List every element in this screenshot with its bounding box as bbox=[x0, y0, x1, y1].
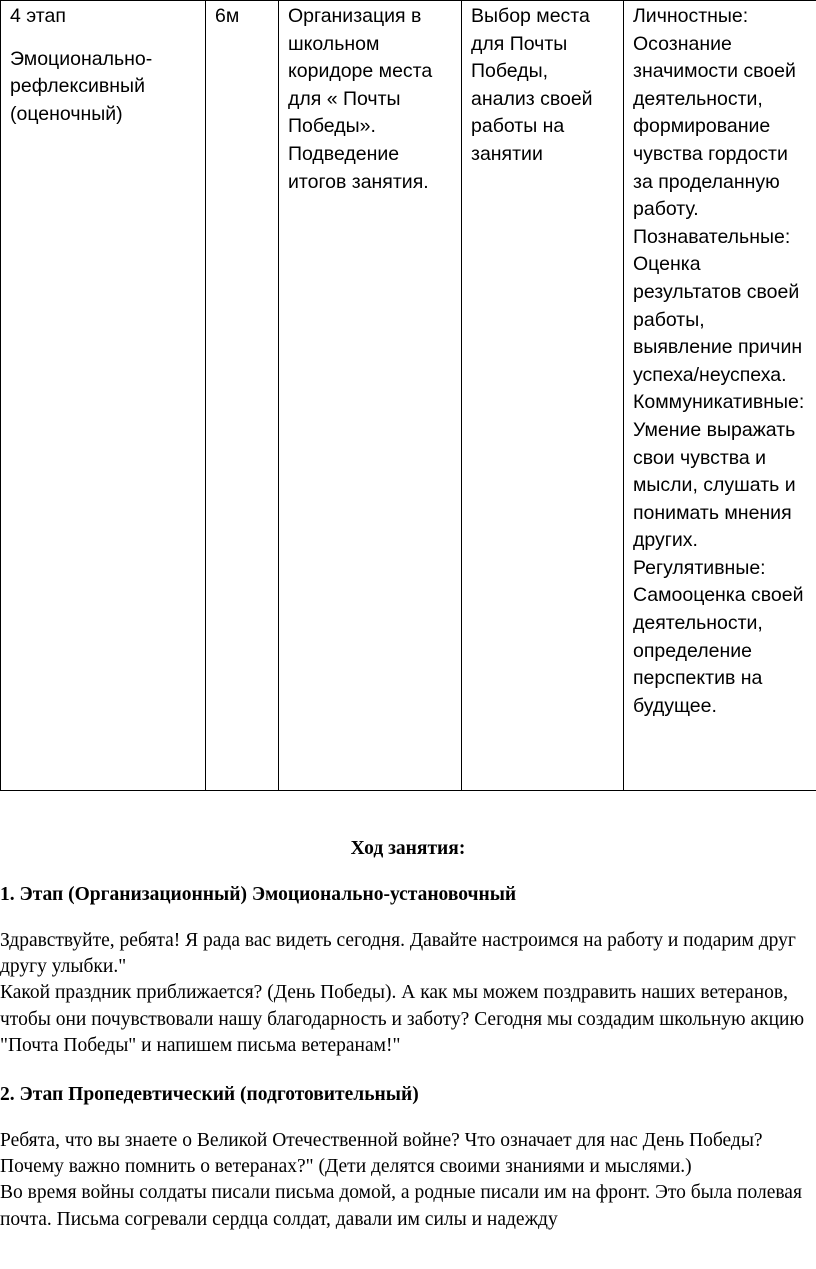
outcome-cognitive: Познавательные: Оценка результатов своей работы, выявление причин успеха/неуспеха. bbox=[633, 225, 803, 386]
section1-title: 1. Этап (Организационный) Эмоционально-установочный bbox=[0, 884, 517, 905]
outcomes-cell bbox=[624, 1, 816, 791]
student-activity-cell bbox=[462, 1, 624, 791]
stage-title: 4 этап bbox=[10, 5, 66, 27]
section1-paragraph: Какой праздник приближается? (День Победы). А как мы можем поздравить наших ветеранов, чтобы они почувствовали нашу благодарность и заботу? Сегодня мы создадим школьную акцию "Почта Победы" и напишем письма ветеранам!" bbox=[0, 982, 805, 1056]
lesson-heading: Ход занятия: bbox=[350, 838, 466, 859]
student-activity: Выбор места для Почты Победы, анализ своей работы на занятии bbox=[471, 5, 593, 165]
section2-title: 2. Этап Пропедевтический (подготовительный) bbox=[0, 1084, 419, 1106]
outcome-personal: Личностные: Осознание значимости своей деятельности, формирование чувства гордости за проделанную работу. bbox=[633, 5, 796, 221]
stage-name: Эмоционально-рефлексивный (оценочный) bbox=[10, 47, 153, 125]
stage-cell bbox=[1, 1, 206, 791]
section1-paragraph: Здравствуйте, ребята! Я рада вас видеть сегодня. Давайте настроимся на работу и подарим друг другу улыбки." bbox=[0, 930, 796, 978]
duration-cell bbox=[206, 1, 279, 791]
teacher-activity: Организация в школьном коридоре места для « Почты Победы». Подведение итогов занятия. bbox=[288, 5, 433, 193]
teacher-activity-cell bbox=[279, 1, 462, 791]
section2-paragraph: Ребята, что вы знаете о Великой Отечественной войне? Что означает для нас День Победы? Почему важно помнить о ветеранах?" (Дети делятся своими знаниями и мыслями.) bbox=[0, 1130, 763, 1178]
duration: 6м bbox=[215, 5, 240, 27]
lesson-body bbox=[0, 836, 816, 1233]
outcome-regulatory: Регулятивные: Самооценка своей деятельности, определение перспектив на будущее. bbox=[633, 556, 804, 717]
section2-paragraph: Во время войны солдаты писали письма домой, а родные писали им на фронт. Это была полевая почта. Письма согревали сердца солдат, давали им силы и надежду bbox=[0, 1182, 802, 1230]
outcome-communicative: Коммуникативные: Умение выражать свои чувства и мысли, слушать и понимать мнения других. bbox=[633, 391, 805, 552]
table-row bbox=[1, 1, 816, 791]
